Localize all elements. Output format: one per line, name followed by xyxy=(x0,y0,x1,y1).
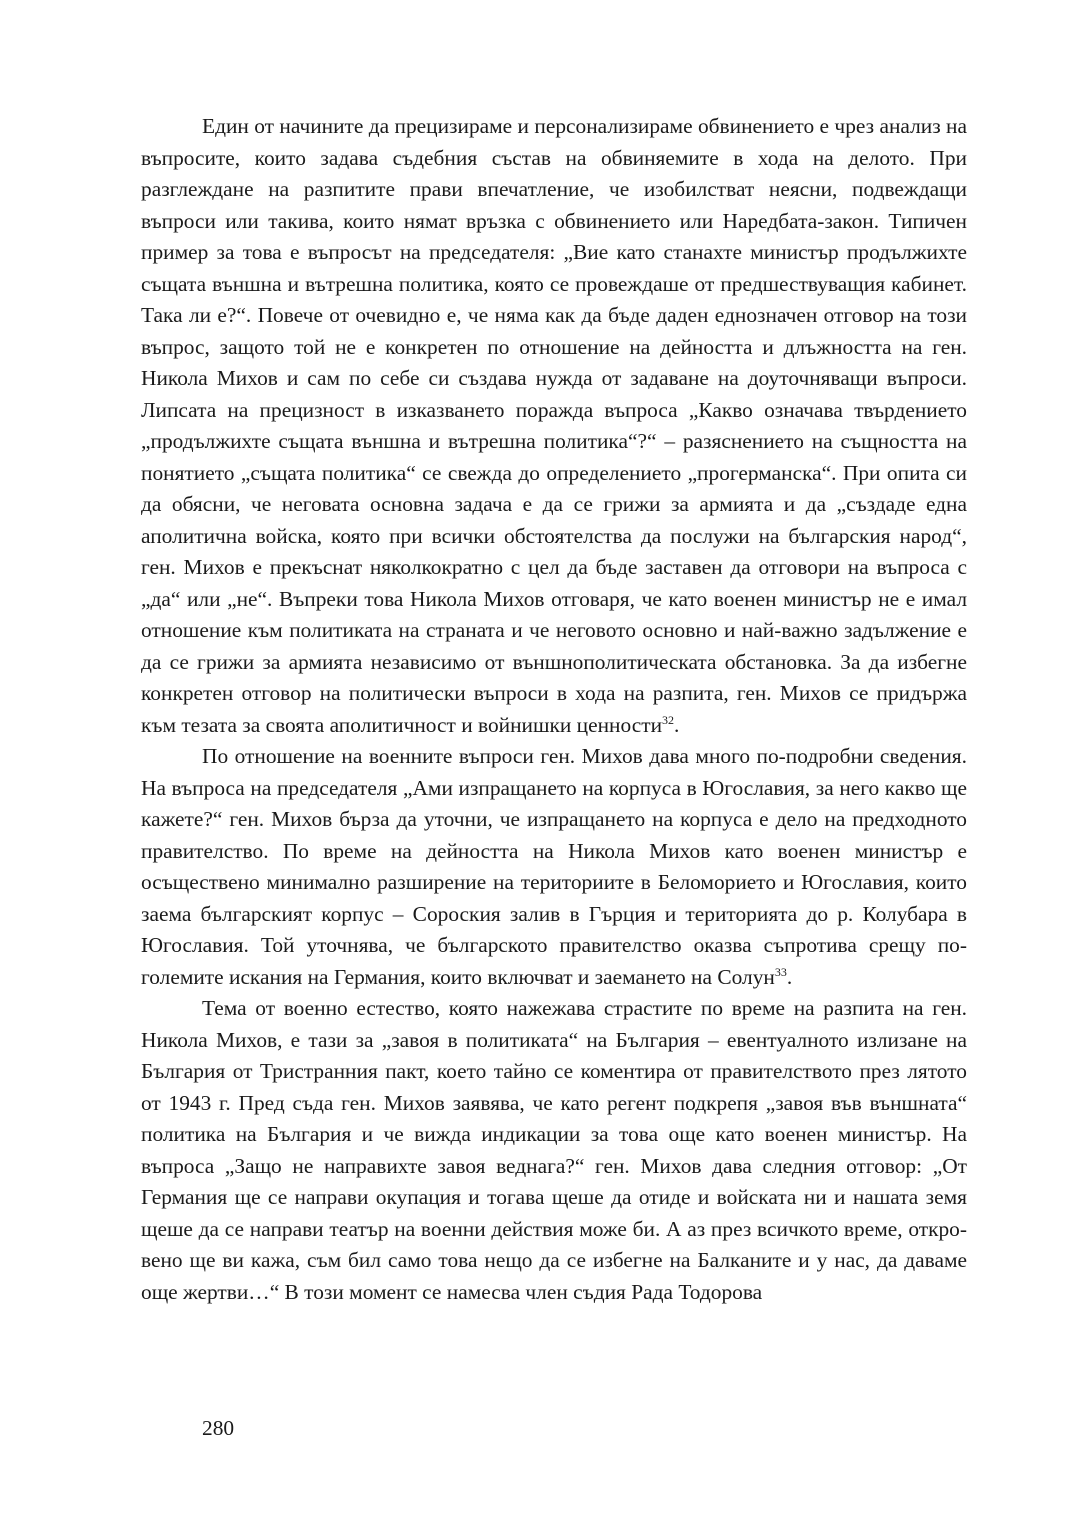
paragraph-3 xyxy=(141,993,967,1308)
footnote-ref-33[interactable]: 33 xyxy=(774,964,787,979)
paragraph-1 xyxy=(141,111,967,741)
paragraph-1-tail: . xyxy=(674,712,680,737)
footnote-ref-32[interactable]: 32 xyxy=(662,712,675,727)
paragraph-2-tail: . xyxy=(786,964,793,989)
paragraph-1-text: Един от начините да прецизираме и персонализираме обвинението е чрез анализ на въпросите, които задава съдебния състав на обвиняемите в хода на делото. При разглеждане на разпитите прави впечатление, че изобилстват неясни, подвеждащи въпроси или такива, които нямат връзка с обвинението или Наредбата-закон. Типичен пример за това е въпросът на председателя: „Вие като станахте министър продължихте същата външна и вътрешна политика, която се провеждаше от предшествуващия кабинет. Така ли е?“. Повече от очевидно е, че няма как да бъде даден еднозначен отговор на този въпрос, защото той не е конкретен по отношение на дейността и длъжността на ген. Никола Михов и сам по себе си създава нужда от задаване на доуточняващи въпроси. Липсата на прецизност в изказването поражда въпроса „Какво означава твърдението „продължихте същата външна и вътрешна политика“?“ – разяснението на същността на понятието „същата политика“ се свежда до определението „прогерманска“. При опита си да обясни, че неговата основна задача е да се грижи за армията и да „създаде една аполитична войска, която при всички обстоятелства да послужи на българския народ“, ген. Михов е прекъснат няколкократно с цел да бъде заставен да отговори на въпроса с „да“ или „не“. Въпреки това Никола Михов отговаря, че като военен министър не е имал отношение към политиката на страната и че неговото основно и най-важно задължение е да се грижи за армията независимо от външнополитическата обстановка. За да избегне конкретен отговор на политически въпроси в хода на разпита, ген. Михов се придържа към тезата за своята аполитичност и войнишки ценности xyxy=(141,114,967,737)
paragraph-2-text: По отношение на военните въпроси ген. Михов дава много по-подробни сведения. На въпроса на председателя „Ами изпращането на корпуса в Югославия, за него какво ще кажете?“ ген. Михов бърза да уточни, че изпращането на корпуса е дело на предходното правителство. По време на дейността на Никола Михов като военен министър е осъществено минимално разширение на териториите в Беломорието и Югославия, които заема българският корпус – Сороския залив в Гърция и територията до р. Колубара в Югославия. Той уточнява, че българското правителство оказва съпротива срещу по-големите искания на Германия, които включват и заемането на Солун xyxy=(141,744,967,989)
paragraph-2 xyxy=(141,741,967,993)
page-body xyxy=(141,111,967,1308)
paragraph-3-text: Тема от военно естество, която нажежава страстите по време на разпита на ген. Никола Михов, е тази за „завоя в политиката“ на България – евентуалното излизане на България от Тристранния пакт, което тайно се коментира от правителството през лятото от 1943 г. Пред съда ген. Михов заявява, че като регент подкрепя „завоя във външната“ политика на България и че вижда индикации за това още като военен министър. На въпроса „Защо не направихте завоя веднага?“ ген. Михов дава следния отговор: „От Германия ще се направи окупация и тогава щеше да отиде и войската ни и нашата земя щеше да се направи театър на военни действия може би. А аз през всичкото време, откровено ще ви кажа, съм бил само това нещо да се избегне на Балканите и у нас, да даваме още жертви…“ В този момент се намесва член съдия Рада Тодорова xyxy=(141,996,967,1304)
page-number: 280 xyxy=(202,1416,235,1440)
